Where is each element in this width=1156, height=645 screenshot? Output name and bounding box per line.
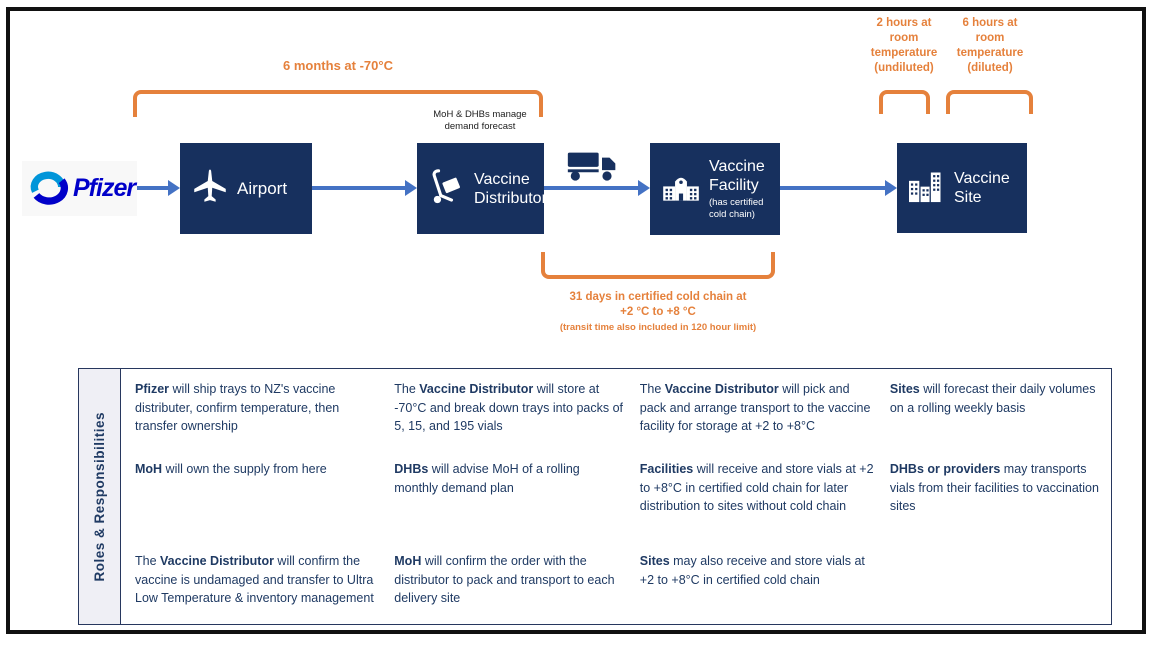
table-cell: DHBs or providers may transports vials from their facilities to vaccination sites	[889, 462, 1099, 513]
pfizer-logo	[22, 161, 137, 216]
pfizer-wordmark: Pfizer	[73, 174, 136, 202]
node-vaccine-facility	[650, 143, 780, 235]
undiluted-label: 2 hours at room temperature (undiluted)	[870, 17, 938, 74]
node-label: Vaccine Site	[954, 170, 1010, 206]
node-airport	[180, 143, 312, 234]
arrow-facility-site	[780, 186, 886, 190]
hospital-building-icon	[662, 172, 700, 207]
undiluted-bracket	[879, 90, 930, 114]
arrow-airport-distributor	[312, 186, 406, 190]
delivery-truck-icon	[567, 149, 617, 188]
table-grid	[121, 369, 1111, 624]
table-cell: Sites will forecast their daily volumes on a rolling weekly basis	[889, 382, 1096, 415]
node-vaccine-distributor	[417, 143, 547, 234]
table-cell: The Vaccine Distributor will confirm the vaccine is undamaged and transfer to Ultra Low Temperature & inventory management	[135, 554, 374, 605]
diluted-label: 6 hours at room temperature (diluted)	[956, 17, 1024, 74]
table-cell: MoH will confirm the order with the distributor to pack and transport to each delivery site	[394, 554, 615, 605]
table-cell: Facilities will receive and store vials at +2 to +8°C in certified cold chain for later distribution to sites without cold chain	[639, 462, 874, 513]
arrow-pfizer-airport	[137, 186, 169, 190]
table-cell: Pfizer will ship trays to NZ's vaccine distributer, confirm temperature, then transfer ownership	[135, 382, 340, 433]
six-months-label: 6 months at -70°C	[283, 58, 393, 73]
cold-chain-label: 31 days in certified cold chain at +2 °C to +8 °C (transit time also included in 120 hour limit)	[559, 291, 757, 333]
city-buildings-icon	[909, 169, 945, 208]
pfizer-ribbon-icon	[27, 165, 69, 212]
airplane-icon	[192, 168, 228, 209]
node-label: Vaccine Facility	[709, 158, 765, 194]
forecast-note: MoH & DHBs manage demand forecast	[433, 109, 527, 132]
table-cell: MoH will own the supply from here	[135, 462, 327, 476]
node-label: Airport	[237, 179, 288, 198]
table-cell: DHBs will advise MoH of a rolling monthly demand plan	[394, 462, 580, 495]
roles-responsibilities-table	[78, 368, 1112, 625]
cold-chain-bracket	[541, 252, 775, 279]
diluted-bracket	[946, 90, 1033, 114]
node-label: Vaccine Distributor	[474, 170, 547, 207]
node-vaccine-site	[897, 143, 1027, 233]
hand-truck-icon	[429, 167, 465, 210]
table-row-header	[79, 369, 121, 624]
table-header-label: Roles & Responsibilities	[92, 411, 107, 582]
table-cell: The Vaccine Distributor will store at -70°C and break down trays into packs of 5, 15, and 195 vials	[394, 382, 623, 433]
table-cell: Sites may also receive and store vials at +2 to +8°C in certified cold chain	[639, 554, 865, 587]
table-cell-empty	[890, 552, 1101, 614]
node-sublabel: (has certified cold chain)	[709, 197, 764, 220]
table-cell: The Vaccine Distributor will pick and pack and arrange transport to the vaccine facility for storage at +2 to +8°C	[639, 382, 871, 433]
